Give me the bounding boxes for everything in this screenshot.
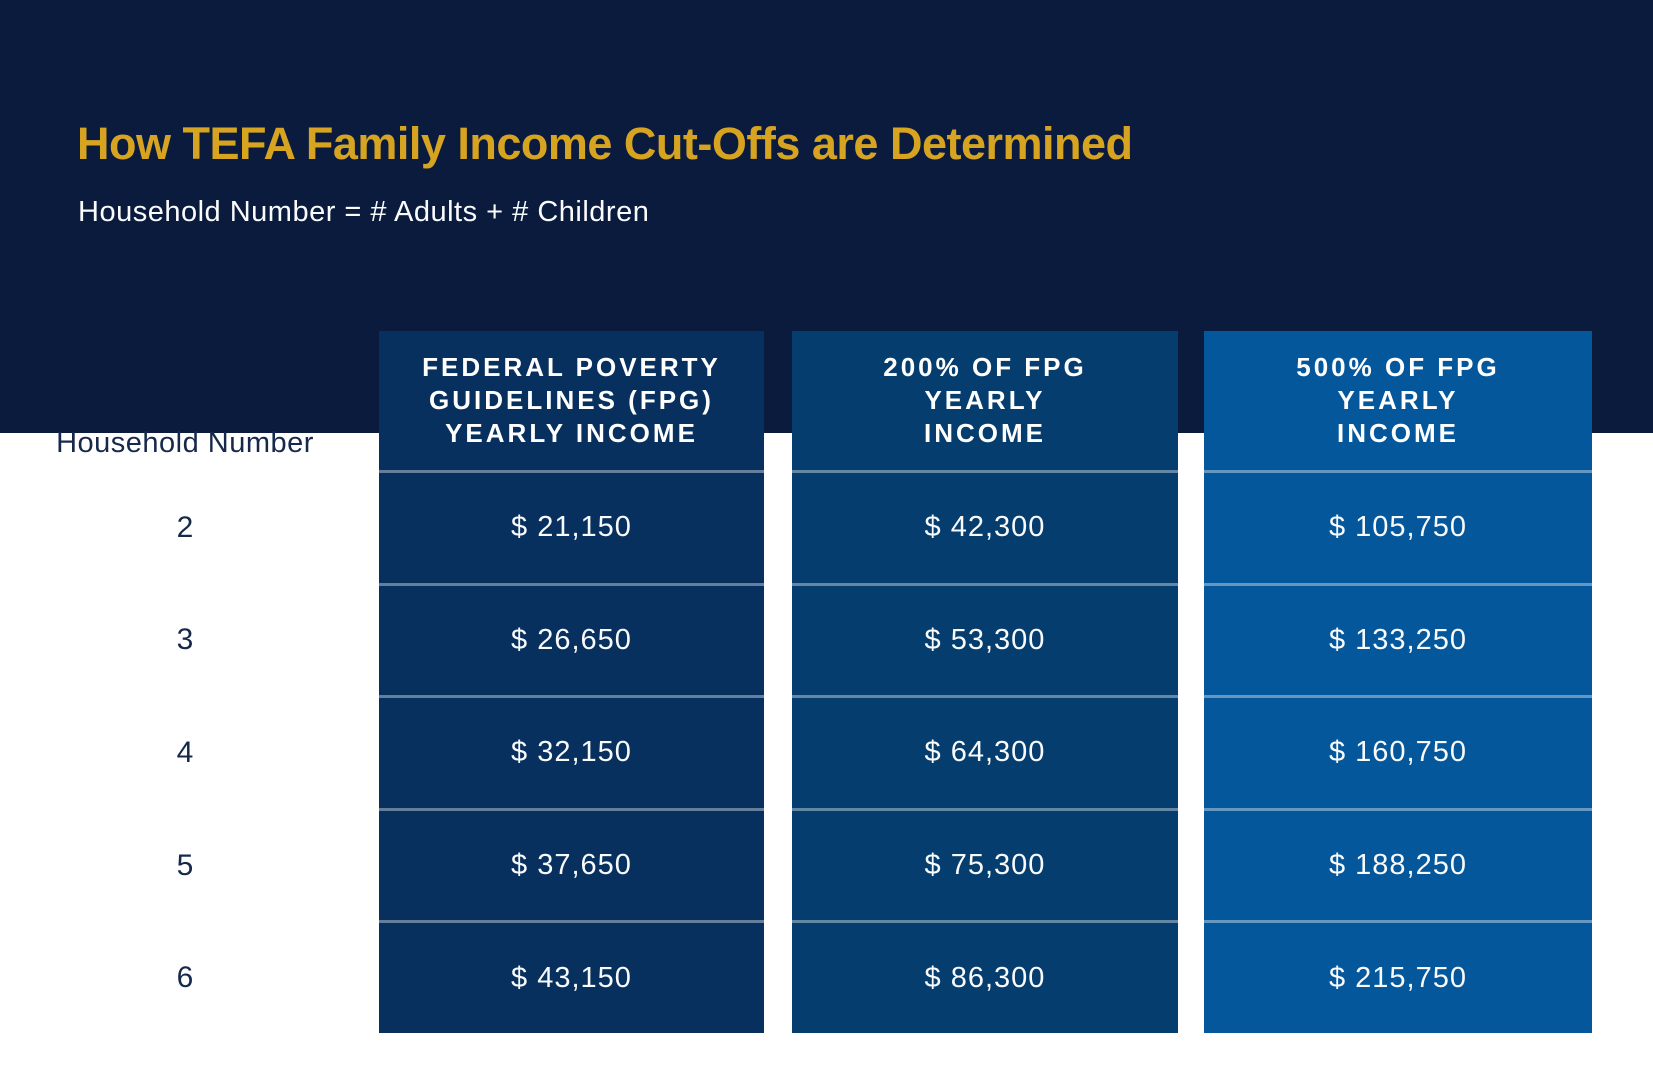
household-number-2: 2: [176, 510, 194, 544]
fpg-value-row-4: $ 32,150: [379, 695, 764, 808]
fpg-header-line-1: FEDERAL POVERTY: [422, 352, 721, 382]
fpg500-value-row-4: $ 160,750: [1204, 695, 1592, 808]
fpg200-header-line-2: YEARLY: [924, 385, 1046, 415]
page-title: How TEFA Family Income Cut-Offs are Determined: [77, 118, 1133, 169]
fpg200-value-row-3: $ 53,300: [792, 583, 1178, 696]
fpg200-value-row-2: $ 42,300: [792, 470, 1178, 583]
fpg500-value-row-5: $ 188,250: [1204, 808, 1592, 921]
household-number-6: 6: [176, 961, 194, 995]
fpg-value-row-6: $ 43,150: [379, 920, 764, 1033]
fpg-value-row-2: $ 21,150: [379, 470, 764, 583]
fpg200-column: [792, 331, 1178, 1033]
fpg-column: [379, 331, 764, 1033]
household-number-label: Household Number: [56, 427, 314, 459]
fpg-value-row-5: $ 37,650: [379, 808, 764, 921]
fpg-column-header: [379, 331, 764, 470]
fpg500-value-row-2: $ 105,750: [1204, 470, 1592, 583]
household-number-3: 3: [176, 623, 194, 657]
fpg-header-line-3: YEARLY INCOME: [445, 418, 698, 448]
fpg500-column: [1204, 331, 1592, 1033]
household-number-5: 5: [176, 848, 194, 882]
fpg200-value-row-6: $ 86,300: [792, 920, 1178, 1033]
fpg500-header-line-1: 500% OF FPG: [1296, 352, 1500, 382]
fpg200-header-line-3: INCOME: [924, 418, 1046, 448]
fpg-value-row-3: $ 26,650: [379, 583, 764, 696]
fpg200-value-row-4: $ 64,300: [792, 695, 1178, 808]
fpg500-value-row-3: $ 133,250: [1204, 583, 1592, 696]
fpg200-header-line-1: 200% OF FPG: [883, 352, 1087, 382]
household-number-column: [0, 331, 370, 1033]
household-number-4: 4: [176, 735, 194, 769]
fpg500-header-line-2: YEARLY: [1337, 385, 1459, 415]
fpg200-value-row-5: $ 75,300: [792, 808, 1178, 921]
fpg500-column-header: [1204, 331, 1592, 470]
fpg-header-line-2: GUIDELINES (FPG): [429, 385, 714, 415]
fpg500-value-row-6: $ 215,750: [1204, 920, 1592, 1033]
fpg200-column-header: [792, 331, 1178, 470]
page-subtitle: Household Number = # Adults + # Children: [78, 196, 650, 228]
fpg500-header-line-3: INCOME: [1337, 418, 1459, 448]
